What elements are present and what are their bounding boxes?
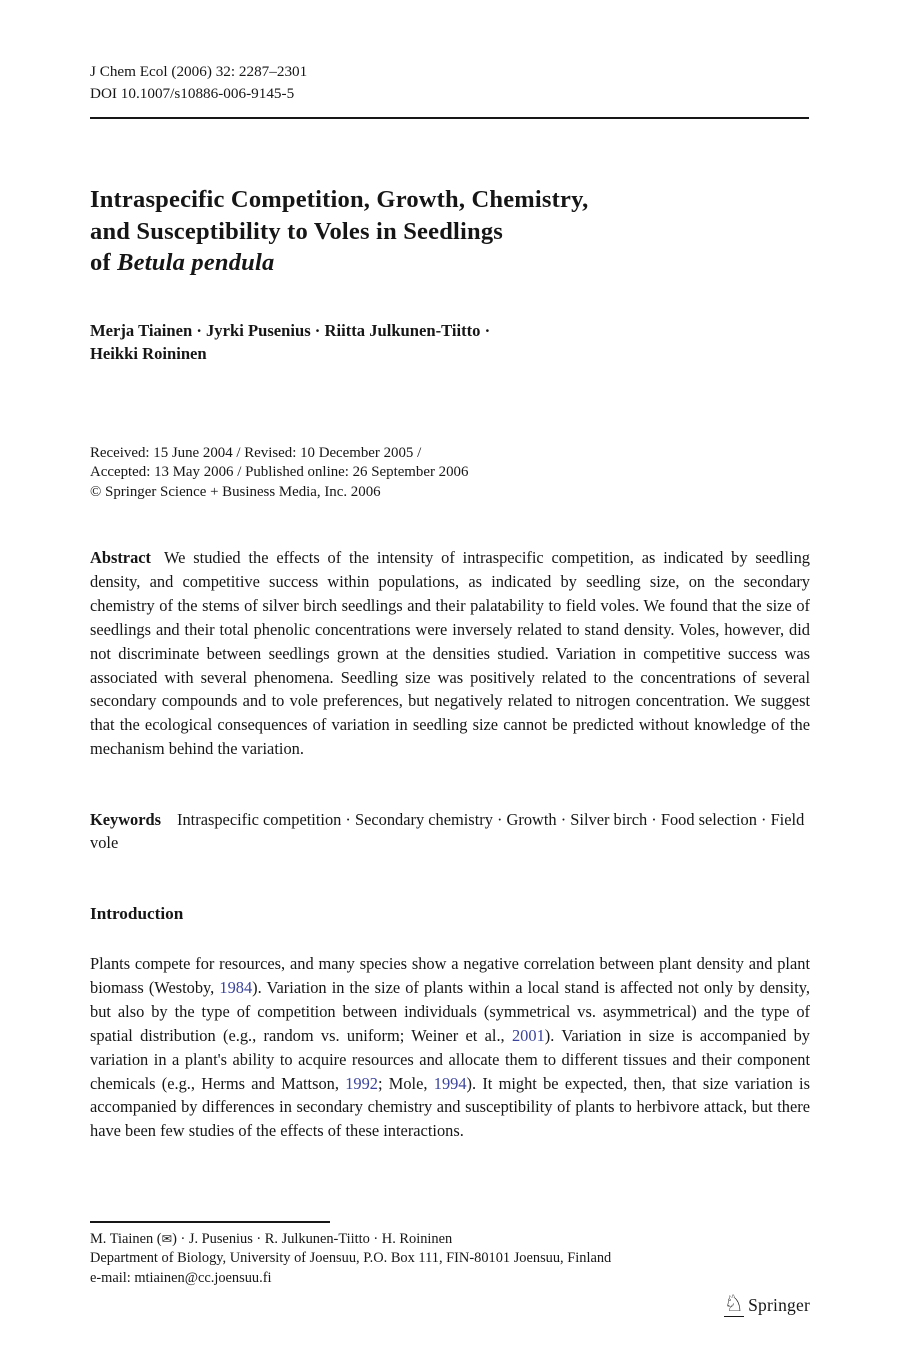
journal-header (90, 61, 307, 104)
footnote-authors-prefix: M. Tiainen ( (90, 1230, 162, 1247)
author-list (90, 319, 750, 365)
authors-line-2: Heikki Roininen (90, 344, 207, 363)
accepted-published-line: Accepted: 13 May 2006 / Published online: 26 September 2006 (90, 464, 469, 481)
footnote-divider (90, 1221, 330, 1223)
springer-knight-icon: ♘ (723, 1291, 745, 1317)
paragraph-text: ). Variation in size is accompanied by variation in a plant's ability to acquire resources and allocate them to different tissues and their component chemicals (e.g., Herms and Mattson, (90, 1025, 810, 1093)
title-line-2: and Susceptibility to Voles in Seedlings (90, 217, 504, 245)
abstract-text: We studied the effects of the intensity of intraspecific competition, as indicated by seedling density, and competitive success within populations, as indicated by seedling size, on the secondary chemistry of the stems of silver birch seedlings and their palatability to field voles. We found that the size of seedlings and their total phenolic concentrations were inversely related to stand density. Voles, however, did not discriminate between seedlings grown at the densities studied. Variation in competitive success was associated with several phenomena. Seedling size was positively related to the concentrations of several secondary compounds and to vole preferences, but negatively related to nitrogen concentration. We suggest that the ecological consequences of variation in seedling size cannot be predicted without knowledge of the mechanism behind the variation. (90, 548, 810, 759)
paragraph-text: ). Variation in the size of plants within a local stand is affected not only by density, but also by the type of competition between individuals (symmetrical vs. asymmetrical) and the type of spatial distribution (e.g., random vs. uniform; Weiner et al., (90, 977, 810, 1045)
title-line-1: Intraspecific Competition, Growth, Chemistry, (90, 186, 589, 213)
paragraph-text: Plants compete for resources, and many species show a negative correlation between plant density and plant biomass (Westoby, (90, 954, 810, 997)
header-divider (90, 117, 809, 119)
correspondence-footnote (90, 1221, 810, 1288)
article-history (90, 444, 750, 502)
citation-year-link[interactable]: 1994 (433, 1073, 467, 1093)
footnote-authors-suffix: ) · J. Pusenius · R. Julkunen-Tiitto · H. Roininen (172, 1230, 453, 1247)
paragraph-text: ). It might be expected, then, that size variation is accompanied by differences in secondary chemistry and susceptibility of plants to herbivore attack, but there have been few studies of the effects of these interactions. (90, 1073, 810, 1141)
paragraph-text: ; Mole, (377, 1073, 434, 1093)
envelope-icon: ✉ (161, 1230, 173, 1246)
springer-logo (724, 1293, 811, 1317)
authors-line-1: Merja Tiainen · Jyrki Pusenius · Riitta Julkunen-Tiitto · (90, 321, 491, 340)
abstract-section (90, 546, 810, 761)
title-line-3-prefix: of (90, 249, 118, 276)
keywords-section (90, 808, 810, 854)
citation-year-link[interactable]: 1992 (345, 1073, 378, 1093)
received-revised-line: Received: 15 June 2004 / Revised: 10 December 2005 / (90, 445, 422, 461)
copyright-line: © Springer Science + Business Media, Inc. 2006 (90, 483, 381, 500)
title-species-name: Betula pendula (117, 249, 275, 276)
doi: DOI 10.1007/s10886-006-9145-5 (90, 84, 295, 102)
springer-wordmark: Springer (748, 1294, 810, 1315)
journal-citation: J Chem Ecol (2006) 32: 2287–2301 (90, 63, 308, 80)
citation-year-link[interactable]: 2001 (511, 1025, 545, 1045)
footnote-authors-line (90, 1229, 810, 1250)
abstract-label: Abstract (90, 548, 151, 567)
keywords-text: Intraspecific competition · Secondary chemistry · Growth · Silver birch · Food selection · Field vole (90, 810, 805, 852)
footnote-affiliation: Department of Biology, University of Joensuu, P.O. Box 111, FIN-80101 Joensuu, Finland (90, 1250, 612, 1267)
paper-title (90, 184, 730, 279)
citation-year-link[interactable]: 1984 (219, 977, 253, 997)
introduction-heading: Introduction (90, 904, 184, 923)
footnote-email[interactable]: e-mail: mtiainen@cc.joensuu.fi (90, 1269, 272, 1286)
introduction-paragraph (90, 952, 810, 1143)
keywords-label: Keywords (90, 810, 162, 829)
